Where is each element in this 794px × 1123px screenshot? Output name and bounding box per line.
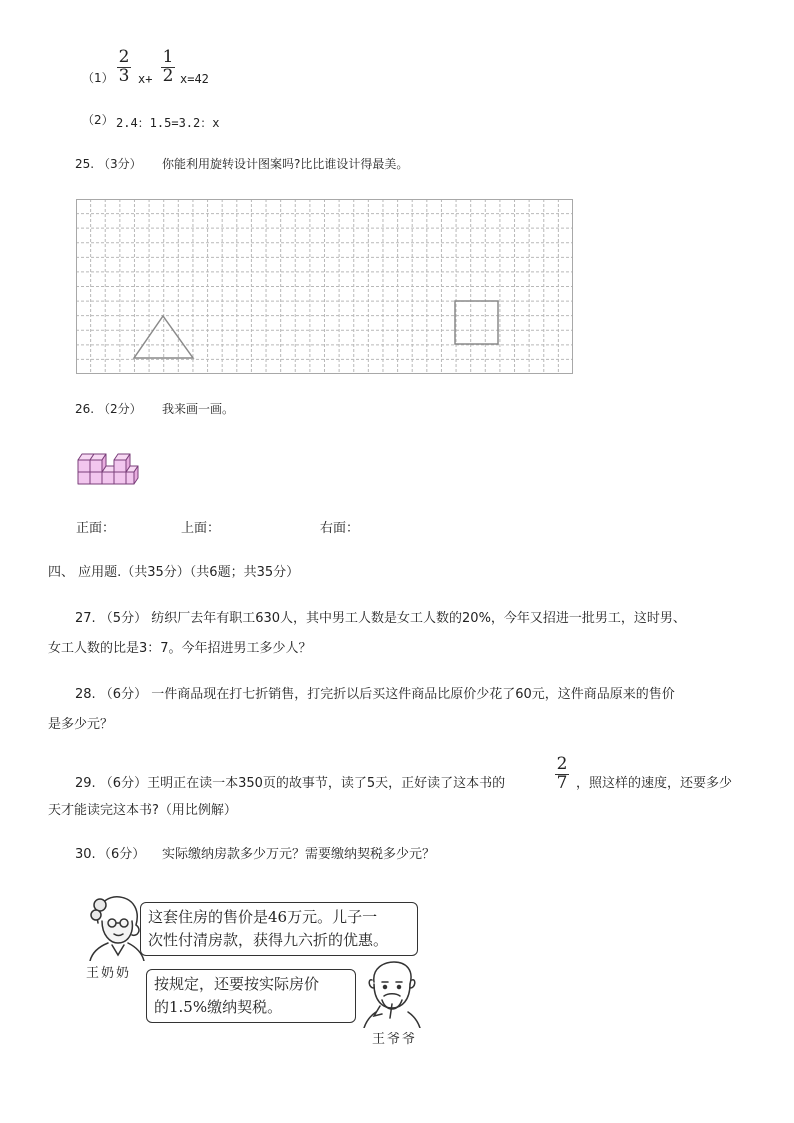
- grandpa-name: 王爷爷: [372, 1032, 418, 1047]
- eq2-text: 2.4：1.5=3.2：x: [116, 116, 220, 130]
- q25-number: 25.: [75, 157, 95, 171]
- eq1-mid: x+: [138, 72, 153, 86]
- q26-score: （2分）: [98, 402, 142, 416]
- eq1-tail: x=42: [180, 72, 209, 86]
- front-view-label: 正面：: [76, 521, 116, 536]
- cube-stack-figure: [76, 449, 140, 487]
- q29-frac-denominator: 7: [556, 773, 568, 793]
- section-4-heading: 四、 应用题.（共35分）（共6题；共35分）: [48, 565, 300, 580]
- eq1-frac2-denominator: 2: [162, 66, 174, 86]
- eq1-frac1-numerator: 2: [118, 47, 130, 67]
- grandma-name: 王奶奶: [86, 966, 132, 981]
- grandma-line-1: 这套住房的售价是46万元。儿子一: [148, 908, 378, 926]
- q25-score: （3分）: [98, 157, 142, 171]
- right-view-label: 右面：: [320, 521, 360, 536]
- eq2-label: （2）: [82, 113, 114, 127]
- eq1-frac1-denominator: 3: [118, 66, 130, 86]
- grandma-line-2: 次性付清房款，获得九六折的优惠。: [148, 931, 389, 949]
- q29-line-1b: ，照这样的速度，还要多少: [576, 776, 733, 791]
- eq1-frac2-numerator: 1: [162, 47, 174, 67]
- grandma-illustration: [86, 893, 146, 961]
- q30-score: （6分）: [98, 847, 146, 862]
- q30-text: 实际缴纳房款多少万元？需要缴纳契税多少元？: [162, 847, 436, 862]
- q29-frac-numerator: 2: [556, 754, 568, 774]
- eq1-label: （1）: [82, 71, 114, 85]
- q26-text: 我来画一画。: [162, 402, 235, 416]
- grandma-speech-bubble: [140, 902, 418, 956]
- q25-text: 你能利用旋转设计图案吗?比比谁设计得最美。: [162, 157, 409, 171]
- q28-line-2: 是多少元？: [48, 717, 114, 732]
- rotation-grid: [76, 199, 573, 374]
- grandpa-illustration: [362, 960, 422, 1028]
- square-shape: [455, 301, 498, 344]
- q30-number: 30.: [75, 847, 96, 862]
- q27-line-2: 女工人数的比是3：7。今年招进男工多少人？: [48, 641, 312, 656]
- q29-line-2: 天才能读完这本书?（用比例解）: [48, 803, 237, 818]
- grandpa-line-1: 按规定，还要按实际房价: [154, 975, 320, 993]
- grandpa-speech-bubble: [146, 969, 356, 1023]
- q26-number: 26.: [75, 402, 95, 416]
- top-view-label: 上面：: [181, 521, 221, 536]
- q27-line-1: 27. （5分） 纺织厂去年有职工630人，其中男工人数是女工人数的20%，今年又招进一批男工，这时男、: [75, 611, 686, 626]
- grandpa-line-2: 的1.5%缴纳契税。: [154, 998, 283, 1016]
- q28-line-1: 28. （6分） 一件商品现在打七折销售，打完折以后买这件商品比原价少花了60元，这件商品原来的售价: [75, 687, 675, 702]
- q29-line-1a: 29. （6分）王明正在读一本350页的故事节，读了5天，正好读了这本书的: [75, 776, 506, 791]
- grid-lines: [76, 199, 573, 374]
